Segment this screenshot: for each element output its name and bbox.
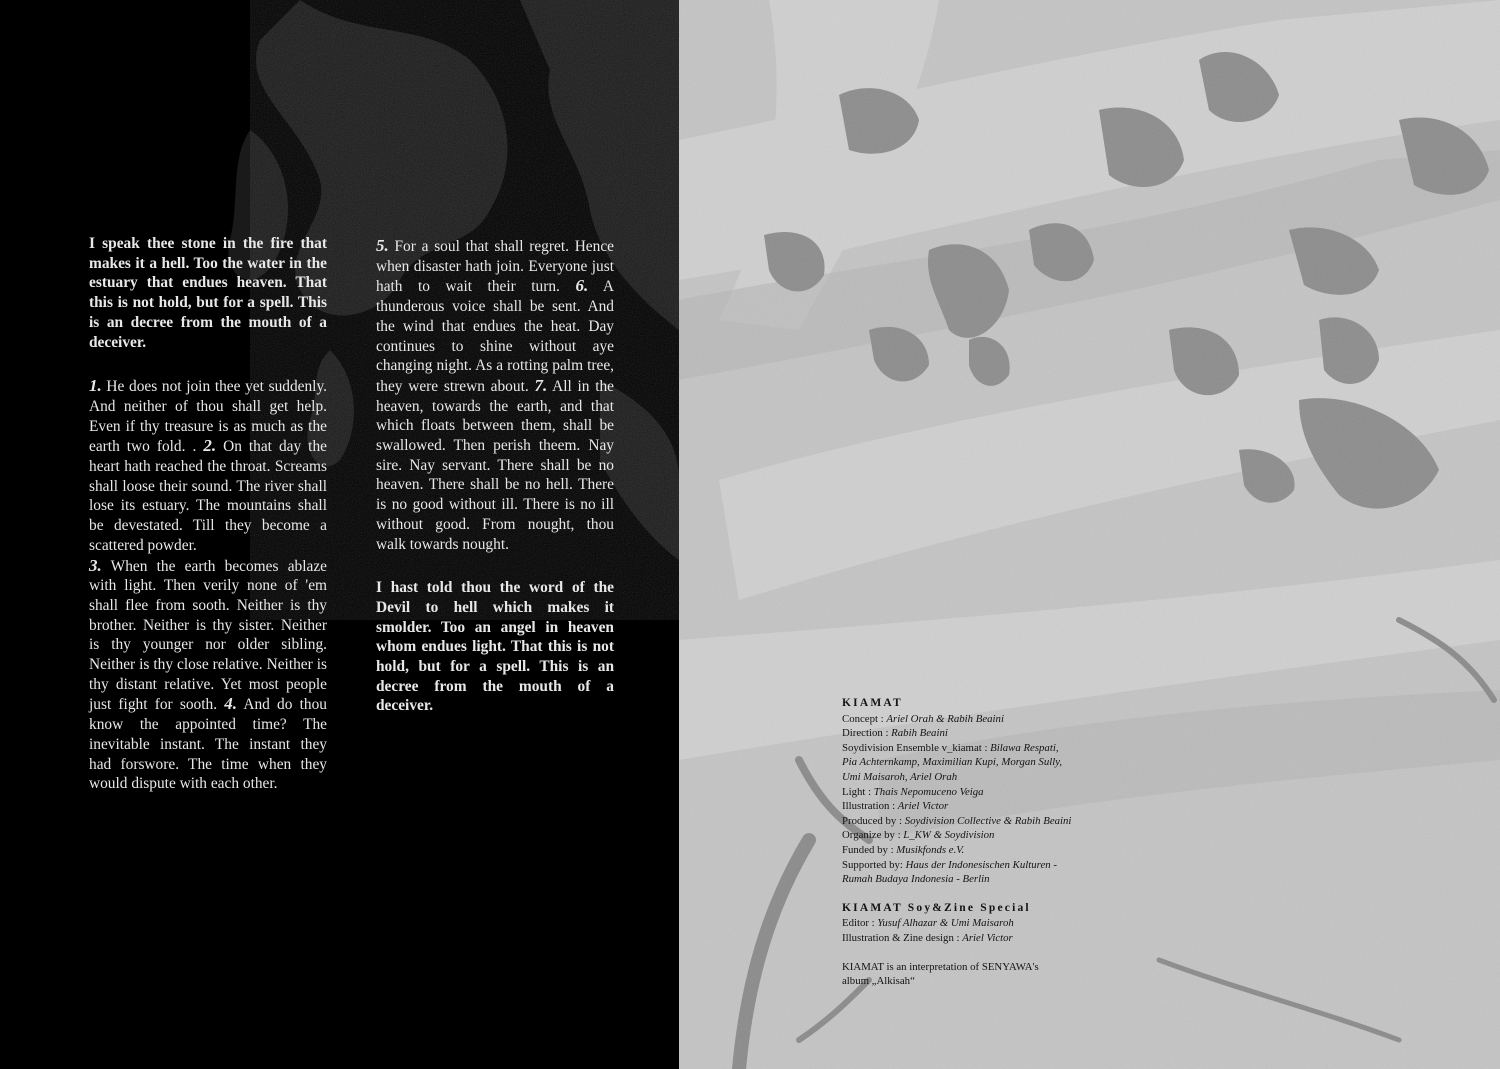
special-title: KIAMAT Soy&Zine Special <box>842 901 1031 914</box>
credit-line <box>842 741 1142 756</box>
credit-line <box>842 916 1142 931</box>
text-column-right <box>376 236 614 716</box>
credits-title: KIAMAT <box>842 697 903 709</box>
credit-value: Bilawa Respati, <box>990 741 1059 754</box>
credit-label: Illustration & Zine design : <box>842 931 963 944</box>
credit-line <box>842 872 1142 887</box>
credit-value: Rumah Budaya Indonesia - Berlin <box>842 873 990 886</box>
verses-paragraph-1 <box>89 376 327 555</box>
spacer <box>842 946 1142 960</box>
credit-line <box>842 712 1142 727</box>
verse-text: He does not join thee yet suddenly. And neither of thou shall get help. Even if thy treasure is as much as the earth two fold. . <box>89 378 327 456</box>
credit-line <box>842 843 1142 858</box>
note-line: KIAMAT is an interpretation of SENYAWA's <box>842 960 1039 973</box>
left-page <box>0 0 679 1069</box>
credit-line <box>842 828 1142 843</box>
credits-block <box>842 696 1142 989</box>
note-line: album „Alkisah“ <box>842 975 915 988</box>
verse-number: 6. <box>575 276 589 296</box>
credit-value: Yusuf Alhazar & Umi Maisaroh <box>877 917 1014 930</box>
credit-label: Concept : <box>842 712 887 725</box>
credit-line <box>842 931 1142 946</box>
credit-value: Rabih Beaini <box>891 727 948 740</box>
credit-value: Umi Maisaroh, Ariel Orah <box>842 770 958 783</box>
credit-value: Ariel Orah & Rabih Beaini <box>886 712 1004 725</box>
verse-text: And do thou know the appointed time? The inevitable instant. The instant they had forswore. The time when they would dispute with each other. <box>89 696 328 793</box>
text-column-left <box>89 234 327 794</box>
credit-value: Pia Achternkamp, Maximilian Kupi, Morgan Sully, <box>842 756 1063 769</box>
credit-line <box>842 814 1142 829</box>
verse-number: 5. <box>376 236 389 255</box>
credit-label: Funded by : <box>842 843 897 856</box>
verse-text: All in the heaven, towards the earth, and that which floats between them, shall be swallowed. Then perish theem. Nay sire. Nay servant. There shall be no heaven. There shall be no hell. There is no good without ill. There is no ill without good. From nought, thou walk towards nought. <box>376 377 614 553</box>
verse-number: 3. <box>89 555 102 575</box>
credit-line <box>842 755 1142 770</box>
credit-line <box>842 770 1142 785</box>
credit-label: Direction : <box>842 727 892 740</box>
verse-text: On that day the heart hath reached the throat. Screams shall loose their sound. The river shall lose its estuary. The mountains shall be devestated. Till they become a scattered powder. <box>89 438 327 554</box>
verse-number: 4. <box>224 694 237 714</box>
credit-value: Haus der Indonesischen Kulturen - <box>905 858 1057 871</box>
credit-label: Soydivision Ensemble v_kiamat : <box>842 741 991 754</box>
credit-label: Produced by : <box>842 814 905 827</box>
credit-value: Soydivision Collective & Rabih Beaini <box>904 814 1072 827</box>
credit-value: Ariel Victor <box>962 931 1013 944</box>
spacer <box>842 887 1142 901</box>
credit-value: Thais Nepomuceno Veiga <box>873 785 984 798</box>
verse-number: 2. <box>203 436 217 456</box>
credit-value: Ariel Victor <box>897 800 949 813</box>
credit-line <box>842 858 1142 873</box>
right-page <box>679 0 1500 1069</box>
verse-text: For a soul that shall regret. Hence when disaster hath join. Everyone just hath to wait their turn. <box>376 238 614 296</box>
credit-value: Musikfonds e.V. <box>896 843 965 856</box>
credit-label: Light : <box>842 785 874 798</box>
verse-text: When the earth becomes ablaze with light. Then verily none of 'em shall flee from sooth. Neither is thy brother. Neither is thy sister. Neither is thy younger nor older sibling. Neither is thy close relative. Neither is thy distant relative. Yet most people just fight for sooth. <box>89 557 327 714</box>
credit-label: Supported by: <box>842 858 906 871</box>
verses-paragraph-2 <box>89 556 327 794</box>
credit-line <box>842 785 1142 800</box>
verse-text: A thunderous voice shall be sent. And the wind that endues the heat. Day continues to shine without aye changing night. As a rotting palm tree, they were strewn about. <box>376 278 614 395</box>
credit-label: Illustration : <box>842 800 898 813</box>
verse-number: 1. <box>89 376 102 396</box>
credit-line <box>842 799 1142 814</box>
verse-number: 7. <box>534 375 548 395</box>
credit-label: Editor : <box>842 917 878 930</box>
credit-value: L_KW & Soydivision <box>903 829 995 842</box>
credit-label: Organize by : <box>842 829 904 842</box>
credit-line <box>842 726 1142 741</box>
outro-paragraph: I hast told thou the word of the Devil to hell which makes it smolder. Too an angel in heaven whom endues light. That this is not hold, but for a spell. This is an decree from the mouth of a deceiver. <box>376 579 614 715</box>
intro-paragraph: I speak thee stone in the fire that makes it a hell. Too the water in the estuary that endues heaven. That this is not hold, but for a spell. This is an decree from the mouth of a deceiver. <box>89 235 327 351</box>
verses-paragraph-3 <box>376 236 614 554</box>
